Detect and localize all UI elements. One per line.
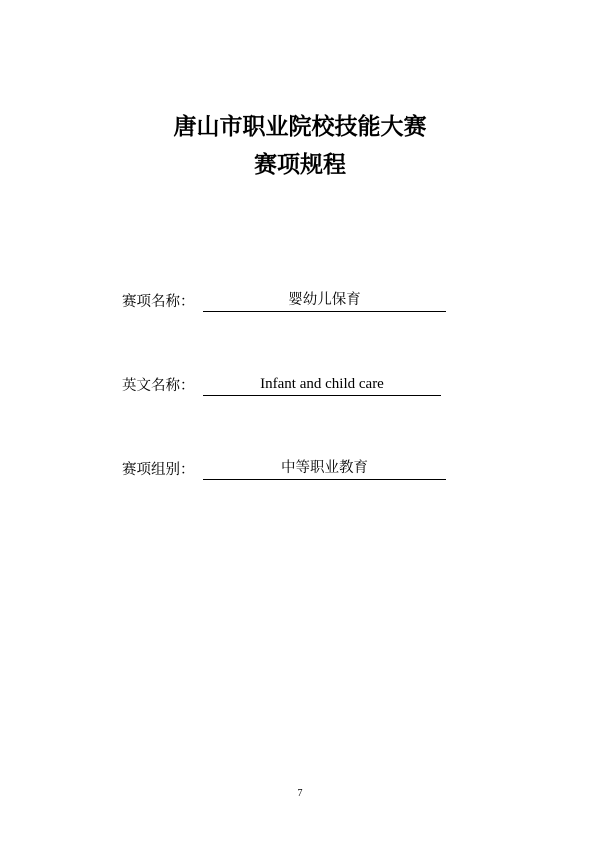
event-name-field — [122, 288, 361, 312]
event-name-value: 婴幼儿保育 — [203, 290, 446, 312]
english-name-label: 英文名称： — [122, 378, 195, 394]
event-name-label: 赛项名称： — [122, 294, 195, 310]
title-line-1: 唐山市职业院校技能大赛 — [173, 113, 427, 140]
english-name-field — [122, 372, 384, 396]
event-group-value: 中等职业教育 — [203, 458, 446, 480]
title-line-2: 赛项规程 — [254, 151, 346, 178]
page-number: 7 — [297, 788, 303, 799]
english-name-value: Infant and child care — [203, 374, 441, 396]
event-group-field — [122, 456, 368, 480]
document-title — [0, 108, 600, 184]
event-group-label: 赛项组别： — [122, 462, 195, 478]
